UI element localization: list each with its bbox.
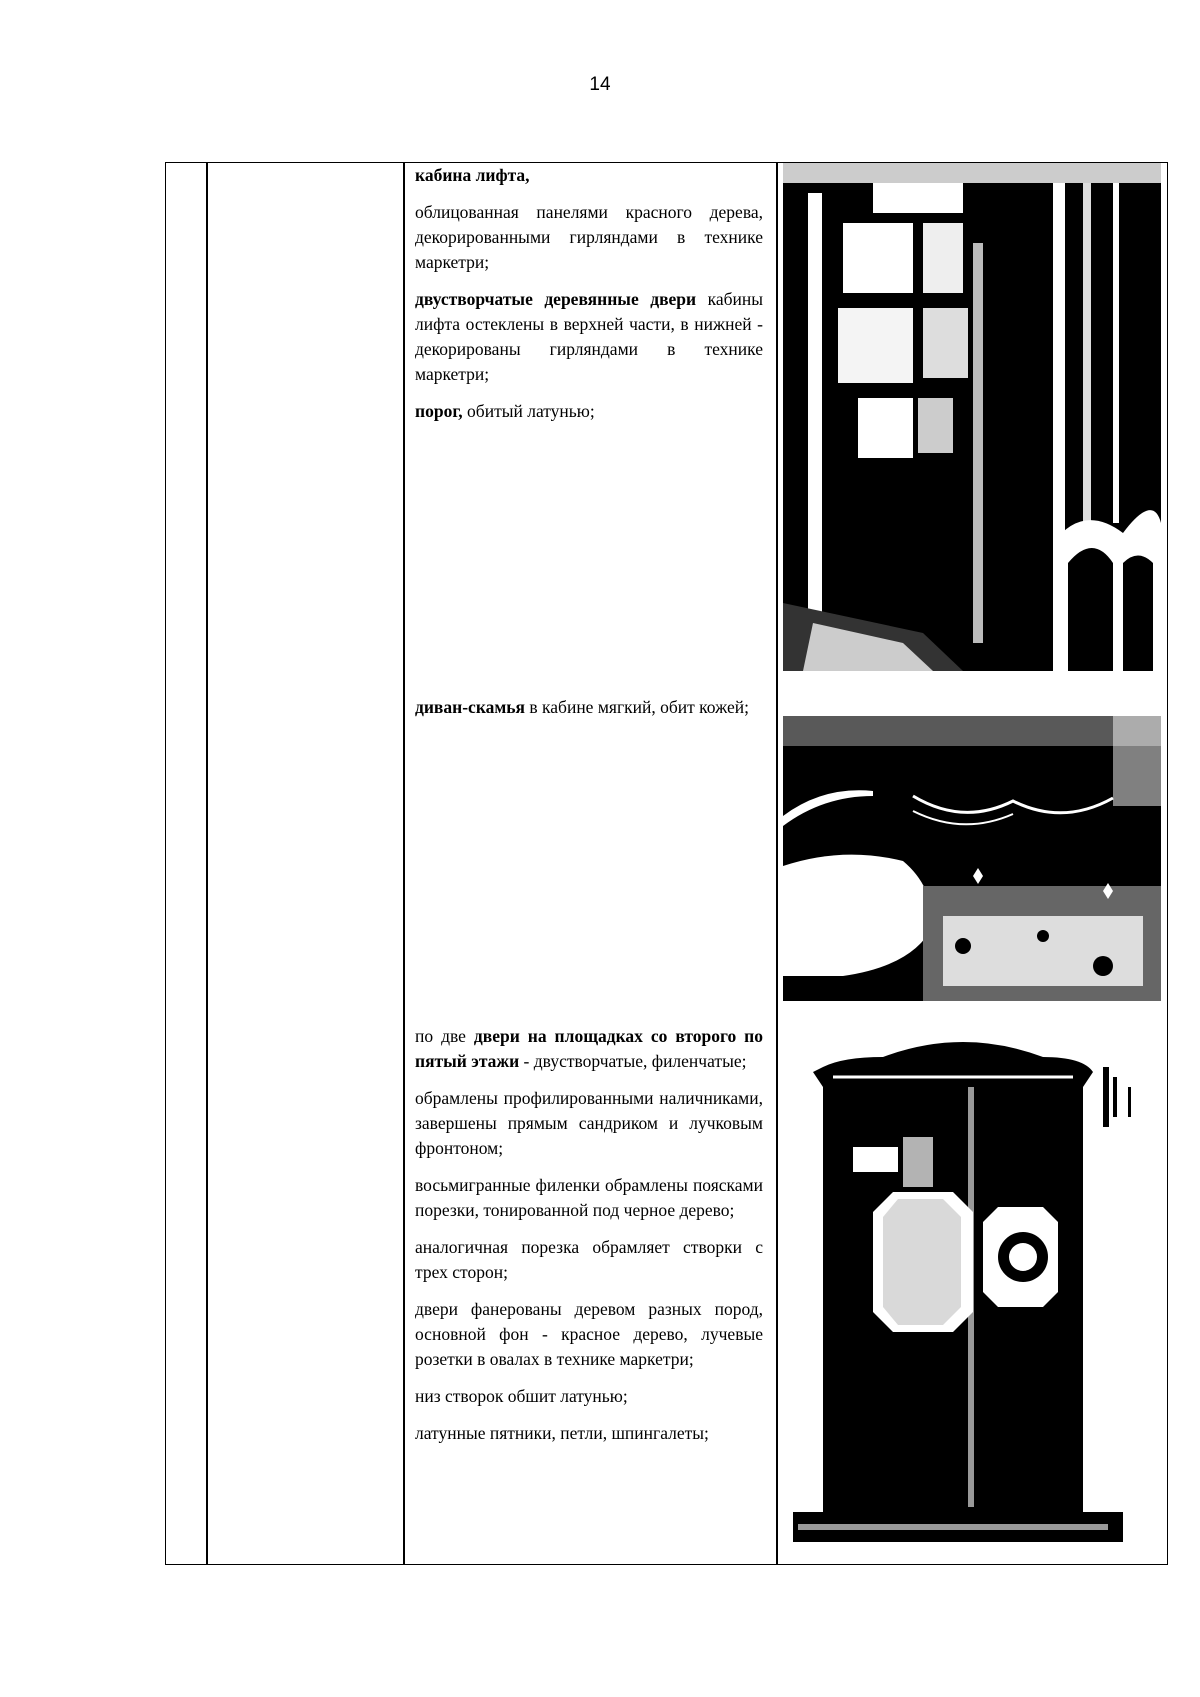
bold-term: кабина лифта,: [415, 165, 530, 185]
page-number: 14: [589, 74, 611, 95]
elevator-cabin-photo: [783, 163, 1161, 671]
paragraph-door-veneer: [415, 1297, 763, 1372]
paragraph-text: в кабине мягкий, обит кожей;: [525, 697, 749, 717]
paragraph-text: облицованная панелями красного дерева, декорированными гирляндами в технике маркетри;: [415, 202, 763, 272]
paragraph-cabin-panels: [415, 200, 763, 275]
paragraph-prefix: по две: [415, 1026, 474, 1046]
bold-term: двери на площадках со второго по пятый этажи: [415, 1026, 764, 1071]
paragraph-text: низ створок обшит латунью;: [415, 1386, 628, 1406]
paragraph-text: аналогичная порезка обрамляет створки с трех сторон;: [415, 1237, 763, 1282]
paragraph-door-frames: [415, 1086, 763, 1161]
table-column-divider: [776, 163, 778, 1564]
paragraph-threshold: [415, 399, 763, 424]
paragraph-door-hardware: [415, 1421, 763, 1446]
paragraph-text: обрамлены профилированными наличниками, завершены прямым сандриком и лучковым фронтоном;: [415, 1088, 763, 1158]
paragraph-text: кабины лифта остеклены в верхней части, в нижней - декорированы гирляндами в технике маркетри;: [415, 289, 763, 384]
table-column-divider: [403, 163, 405, 1564]
paragraph-cabin-title: [415, 163, 763, 188]
paragraph-door-leaf-trim: [415, 1235, 763, 1285]
bench-photo: [783, 716, 1161, 1001]
paragraph-door-brass-bottom: [415, 1384, 763, 1409]
paragraph-text: восьмигранные филенки обрамлены поясками порезки, тонированной под черное дерево;: [415, 1175, 763, 1220]
landing-door-photo: [783, 1027, 1161, 1557]
paragraph-text: обитый латунью;: [462, 401, 595, 421]
bold-term: диван-скамья: [415, 697, 526, 717]
bold-term: двустворчатые деревянные двери: [415, 289, 697, 309]
paragraph-text: латунные пятники, петли, шпингалеты;: [415, 1423, 709, 1443]
table-column-divider: [206, 163, 208, 1564]
paragraph-text: двери фанерованы деревом разных пород, основной фон - красное дерево, лучевые розетки в овалах в технике маркетри;: [415, 1299, 763, 1369]
bold-term: порог,: [415, 401, 463, 421]
section-bench-text: [415, 695, 763, 732]
paragraph-text: - двустворчатые, филенчатые;: [519, 1051, 747, 1071]
section-cabin-text: [415, 163, 763, 436]
paragraph-cabin-doors: [415, 287, 763, 387]
paragraph-door-panels: [415, 1173, 763, 1223]
paragraph-landing-doors: [415, 1024, 763, 1074]
paragraph-bench: [415, 695, 763, 720]
section-doors-text: [415, 1024, 763, 1458]
